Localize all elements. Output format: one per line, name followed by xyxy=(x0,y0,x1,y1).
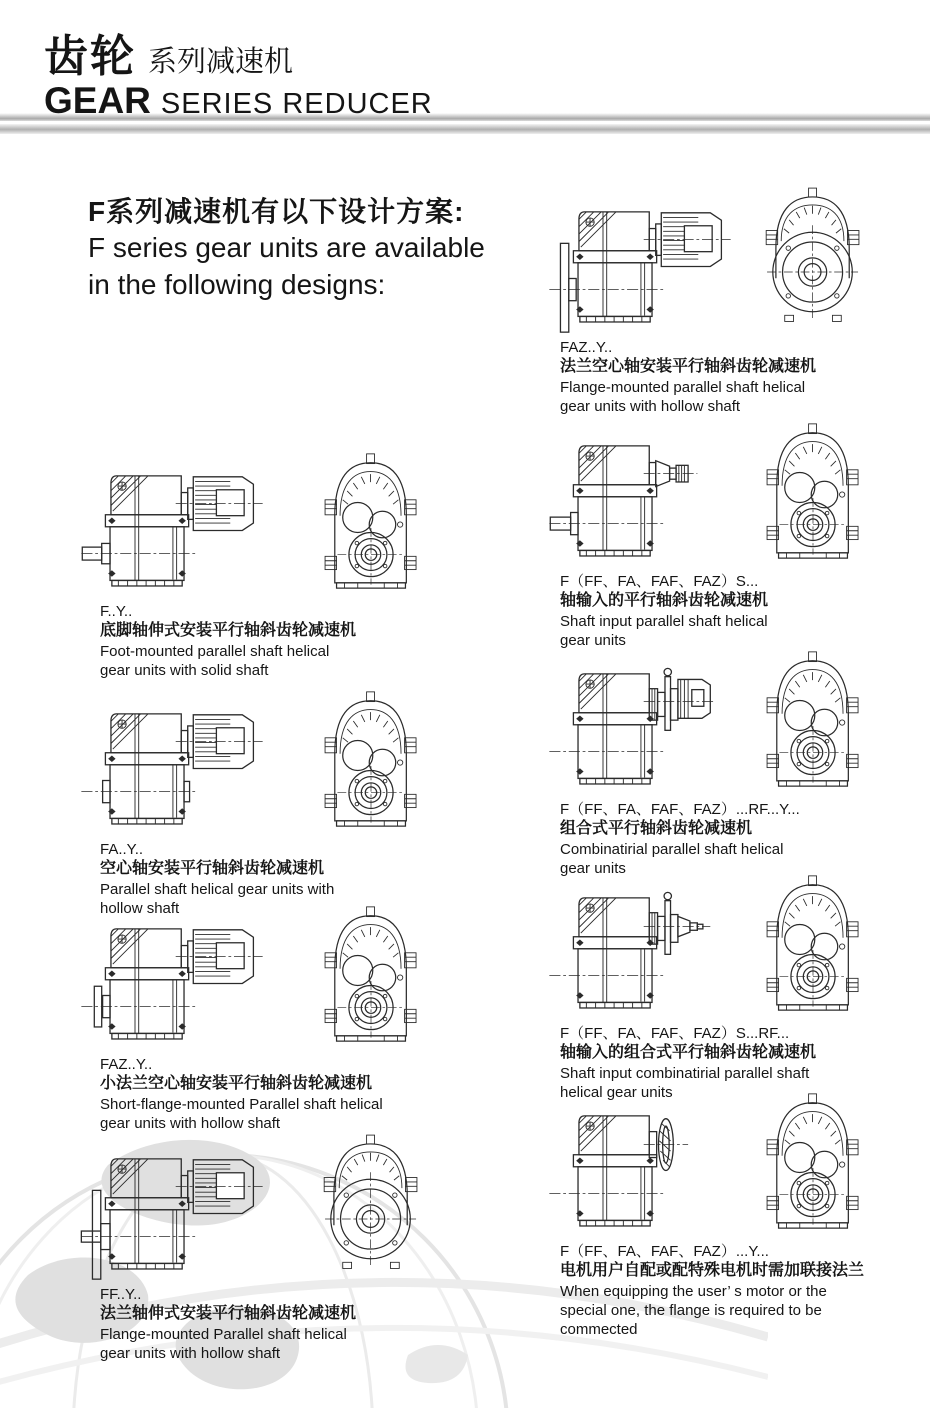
caption xyxy=(100,1055,548,1133)
caption xyxy=(100,1285,548,1363)
caption-en-line: Shaft input parallel shaft helical xyxy=(560,612,768,630)
side-view-motor-flange-shaft-icon xyxy=(78,1133,266,1281)
page-header xyxy=(44,20,433,122)
section-intro xyxy=(88,194,485,303)
caption-zh: 法兰空心轴安装平行轴斜齿轮减速机 xyxy=(560,358,817,376)
caption-en-line: gear units with hollow shaft xyxy=(560,397,741,415)
product-entry-shaft-input-combinatorial xyxy=(540,872,930,1102)
front-view-standard-icon xyxy=(760,1090,866,1232)
side-view-combo-shaft-input-icon xyxy=(546,872,734,1020)
caption xyxy=(560,572,930,650)
front-view-flange-icon xyxy=(760,186,866,328)
figure-row xyxy=(540,648,930,796)
product-entry-user-motor-flange xyxy=(540,1090,930,1339)
front-view-standard-icon xyxy=(318,903,424,1045)
caption xyxy=(100,602,548,680)
figure-row xyxy=(540,872,930,1020)
figure-row xyxy=(78,688,548,836)
figure-row xyxy=(540,186,930,334)
caption-en-line: gear units with hollow shaft xyxy=(100,1114,281,1132)
caption-en-line: gear units xyxy=(560,631,626,649)
model-code: F（FF、FA、FAF、FAZ）...RF...Y... xyxy=(560,801,800,818)
brand-subtitle-zh: 系列减速机 xyxy=(148,46,294,78)
intro-line-en-1: F series gear units are available xyxy=(88,232,485,264)
intro-line-zh: F系列减速机有以下设计方案: xyxy=(88,196,465,227)
caption-en-line: Combinatirial parallel shaft helical xyxy=(560,840,784,858)
caption-zh: 组合式平行轴斜齿轮减速机 xyxy=(560,820,753,838)
model-code: F（FF、FA、FAF、FAZ）S... xyxy=(560,573,759,590)
caption-en-line: helical gear units xyxy=(560,1083,673,1101)
side-view-motor-solid-shaft-icon xyxy=(78,450,266,598)
caption-zh: 电机用户自配或配特殊电机时需加联接法兰 xyxy=(560,1262,865,1280)
side-view-shaft-input-icon xyxy=(546,420,734,568)
caption-en-line: Foot-mounted parallel shaft helical xyxy=(100,642,330,660)
header-line-en xyxy=(44,80,433,122)
caption-en-line: gear units with solid shaft xyxy=(100,661,269,679)
caption-zh: 空心轴安装平行轴斜齿轮减速机 xyxy=(100,860,325,878)
brand-title-zh: 齿轮 xyxy=(44,32,136,81)
side-view-flange-adapter-icon xyxy=(546,1090,734,1238)
caption-en-line: When equipping the user’ s motor or the xyxy=(560,1282,827,1300)
intro-line-en-2: in the following designs: xyxy=(88,268,386,300)
caption xyxy=(560,1242,930,1339)
product-entry-flange-hollow xyxy=(540,186,930,416)
front-view-standard-icon xyxy=(318,450,424,592)
brand-subtitle-en: SERIES REDUCER xyxy=(160,88,433,120)
caption-en-line: gear units xyxy=(560,859,626,877)
model-code: FAZ..Y.. xyxy=(560,339,613,356)
header-divider-bottom xyxy=(0,124,930,134)
caption-zh: 轴输入的组合式平行轴斜齿轮减速机 xyxy=(560,1044,817,1062)
model-code: F（FF、FA、FAF、FAZ）...Y... xyxy=(560,1243,769,1260)
front-view-standard-icon xyxy=(318,688,424,830)
front-view-standard-icon xyxy=(760,648,866,790)
brand-title-en: GEAR xyxy=(44,80,151,121)
figure-row xyxy=(78,903,548,1051)
product-entry-short-flange xyxy=(78,903,548,1133)
product-entry-combinatorial xyxy=(540,648,930,878)
front-view-standard-icon xyxy=(760,420,866,562)
caption xyxy=(560,800,930,878)
caption-en-line: gear units with hollow shaft xyxy=(100,1344,281,1362)
caption-zh: 轴输入的平行轴斜齿轮减速机 xyxy=(560,592,769,610)
side-view-motor-hollow-shaft-icon xyxy=(78,688,266,836)
caption xyxy=(560,338,930,416)
header-line-zh xyxy=(44,20,433,84)
caption-en-line: Flange-mounted parallel shaft helical xyxy=(560,378,806,396)
caption-zh: 底脚轴伸式安装平行轴斜齿轮减速机 xyxy=(100,622,357,640)
caption-zh: 小法兰空心轴安装平行轴斜齿轮减速机 xyxy=(100,1075,373,1093)
figure-row xyxy=(78,1133,548,1281)
front-view-standard-icon xyxy=(760,872,866,1014)
model-code: FA..Y.. xyxy=(100,841,144,858)
caption-en-line: Short-flange-mounted Parallel shaft helical xyxy=(100,1095,383,1113)
caption-en-line: special one, the flange is required to be xyxy=(560,1301,822,1319)
product-entry-foot-mounted xyxy=(78,450,548,680)
product-entry-hollow-shaft xyxy=(78,688,548,918)
caption-en-line: hollow shaft xyxy=(100,899,180,917)
caption-zh: 法兰轴伸式安装平行轴斜齿轮减速机 xyxy=(100,1305,357,1323)
side-view-motor-short-flange-icon xyxy=(78,903,266,1051)
model-code: F（FF、FA、FAF、FAZ）S...RF... xyxy=(560,1025,790,1042)
model-code: FF..Y.. xyxy=(100,1286,142,1303)
caption-en-line: Shaft input combinatirial parallel shaft xyxy=(560,1064,810,1082)
product-entry-shaft-input xyxy=(540,420,930,650)
figure-row xyxy=(540,420,930,568)
caption-en-line: Flange-mounted Parallel shaft helical xyxy=(100,1325,347,1343)
figure-row xyxy=(78,450,548,598)
caption-en-line: Parallel shaft helical gear units with xyxy=(100,880,335,898)
model-code: FAZ..Y.. xyxy=(100,1056,153,1073)
model-code: F..Y.. xyxy=(100,603,133,620)
product-entry-flange-mounted xyxy=(78,1133,548,1363)
side-view-combo-motor-icon xyxy=(546,648,734,796)
front-view-flange-icon xyxy=(318,1133,424,1275)
caption-en-line: commected xyxy=(560,1321,638,1339)
side-view-motor-flange-hollow-icon xyxy=(546,186,734,334)
figure-row xyxy=(540,1090,930,1238)
